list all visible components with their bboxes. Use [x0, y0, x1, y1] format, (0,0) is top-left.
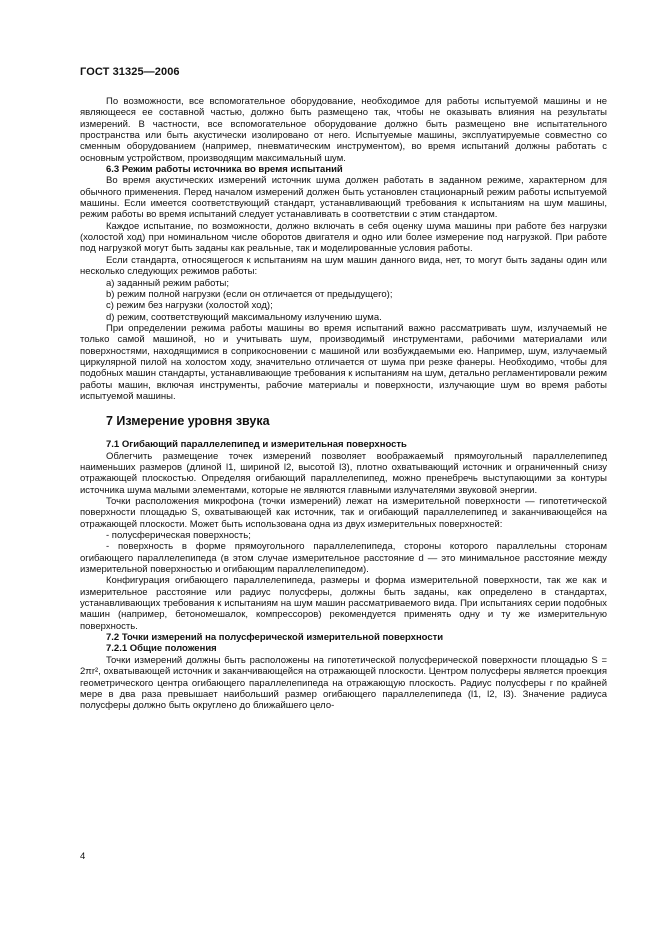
- document-header: ГОСТ 31325—2006: [80, 66, 180, 78]
- subsection-heading: 7.2 Точки измерений на полусферической измерительной поверхности: [106, 632, 444, 644]
- paragraph: Облегчить размещение точек измерений позволяет воображаемый прямоугольный параллелепипед наименьших размеров (длиной l1, шириной l2, высотой l3), плотно охватывающий источник и ограниченный снизу отражающей плоскостью. Определяя огибающий параллелепипед, можно пренебречь выступающими за контуры источника шума малыми элементами, которые не являются главными излучателями звуковой энергии.: [80, 450, 607, 496]
- list-item: c) режим без нагрузки (холостой ход);: [106, 300, 273, 312]
- paragraph: При определении режима работы машины во время испытаний важно рассматривать шум, излучаемый не только самой машиной, но и учитывать шум, производимый инструментами, рабочими материалами или поверхностями, находящимися в соприкосновении с машиной или возбуждаемыми ею. Например, шум, излучаемый циркулярной пилой на холостом ходу, значительно отличается от шума при резке фанеры. Необходимо, чтобы для подобных машин стандарты, устанавливающие требования к испытаниям на шум, детально регламентировали режим работы машин, включая инструменты, рабочие материалы и поверхности, излучающие шум во время работы испытуемой машины.: [80, 322, 607, 402]
- paragraph: Точки расположения микрофона (точки измерений) лежат на измерительной поверхности — гипотетической поверхности площадью S, охватывающей как источник, так и огибающий параллелепипед и заканчивающейся на отражающей плоскости. Может быть использована одна из двух измерительных поверхностей:: [80, 496, 607, 530]
- document-body: [80, 96, 607, 712]
- subsection-heading: 6.3 Режим работы источника во время испытаний: [106, 164, 343, 176]
- list-item: - поверхность в форме прямоугольного параллелепипеда, стороны которого параллельны сторонам огибающего параллелепипеда (в этом случае измерительное расстояние d — это минимальное расстояние между измерительной поверхностью и огибающим параллелепипедом).: [80, 541, 607, 576]
- paragraph: Конфигурация огибающего параллелепипеда, размеры и форма измерительной поверхности, так же как и измерительное расстояние или радиус полусферы, должны быть заданы, как определено в стандартах, устанавливающих требования к испытаниям на шум машин рассматриваемого вида. При испытаниях серии подобных машин (например, бетономешалок, компрессоров) рекомендуется применять одну и ту же измерительную поверхность.: [80, 575, 607, 632]
- paragraph: Точки измерений должны быть расположены на гипотетической полусферической поверхности площадью S = 2πr², охватывающей источник и заканчивающейся на отражающей плоскости. Центром полусферы является проекция геометрического центра огибающего параллелепипеда на отражающую плоскость. Радиус полусферы r по крайней мере в два раза превышает наибольший размер огибающего параллелепипеда (l1, l2, l3). Значение радиуса полусферы должно быть округлено до ближайшего цело-: [80, 654, 607, 712]
- list-item: - полусферическая поверхность;: [106, 530, 251, 542]
- section-heading: 7 Измерение уровня звука: [106, 414, 270, 429]
- subsection-heading: 7.2.1 Общие положения: [106, 643, 217, 655]
- paragraph: Каждое испытание, по возможности, должно включать в себя оценку шума машины при работе без нагрузки (холостой ход) при номинальном числе оборотов двигателя и одно или более измерение под нагрузкой. При работе под нагрузкой могут быть заданы как реальные, так и моделированные условия работы.: [80, 220, 607, 255]
- list-item: b) режим полной нагрузки (если он отличается от предыдущего);: [106, 288, 393, 300]
- list-item: d) режим, соответствующий максимальному излучению шума.: [106, 311, 382, 323]
- subsection-heading: 7.1 Огибающий параллелепипед и измерительная поверхность: [106, 439, 407, 451]
- paragraph: Если стандарта, относящегося к испытаниям на шум машин данного вида, нет, то могут быть заданы один или несколько следующих режимов работы:: [80, 254, 607, 278]
- list-item: a) заданный режим работы;: [106, 277, 230, 289]
- paragraph: Во время акустических измерений источник шума должен работать в заданном режиме, характерном для обычного применения. Перед началом измерений должен быть установлен стационарный режим работы испытуемой машины. Если имеется соответствующий стандарт, устанавливающий требования к испытаниям на шум машины, режим работы во время испытаний следует устанавливать в соответствии с этим стандартом.: [80, 175, 607, 221]
- paragraph: По возможности, все вспомогательное оборудование, необходимое для работы испытуемой машины и не являющееся ее составной частью, должно быть размещено так, чтобы не оказывать влияния на результаты измерений. В частности, все вспомогательное оборудование должно быть размещено вне испытательного пространства или быть акустически изолировано от него. Испытуемые машины, эксплуатируемые совместно со сменным оборудованием (например, пневматическим инструментом), во время испытаний должны работать с основным устройством, производящим максимальный шум.: [80, 96, 607, 164]
- page-number: 4: [80, 851, 86, 862]
